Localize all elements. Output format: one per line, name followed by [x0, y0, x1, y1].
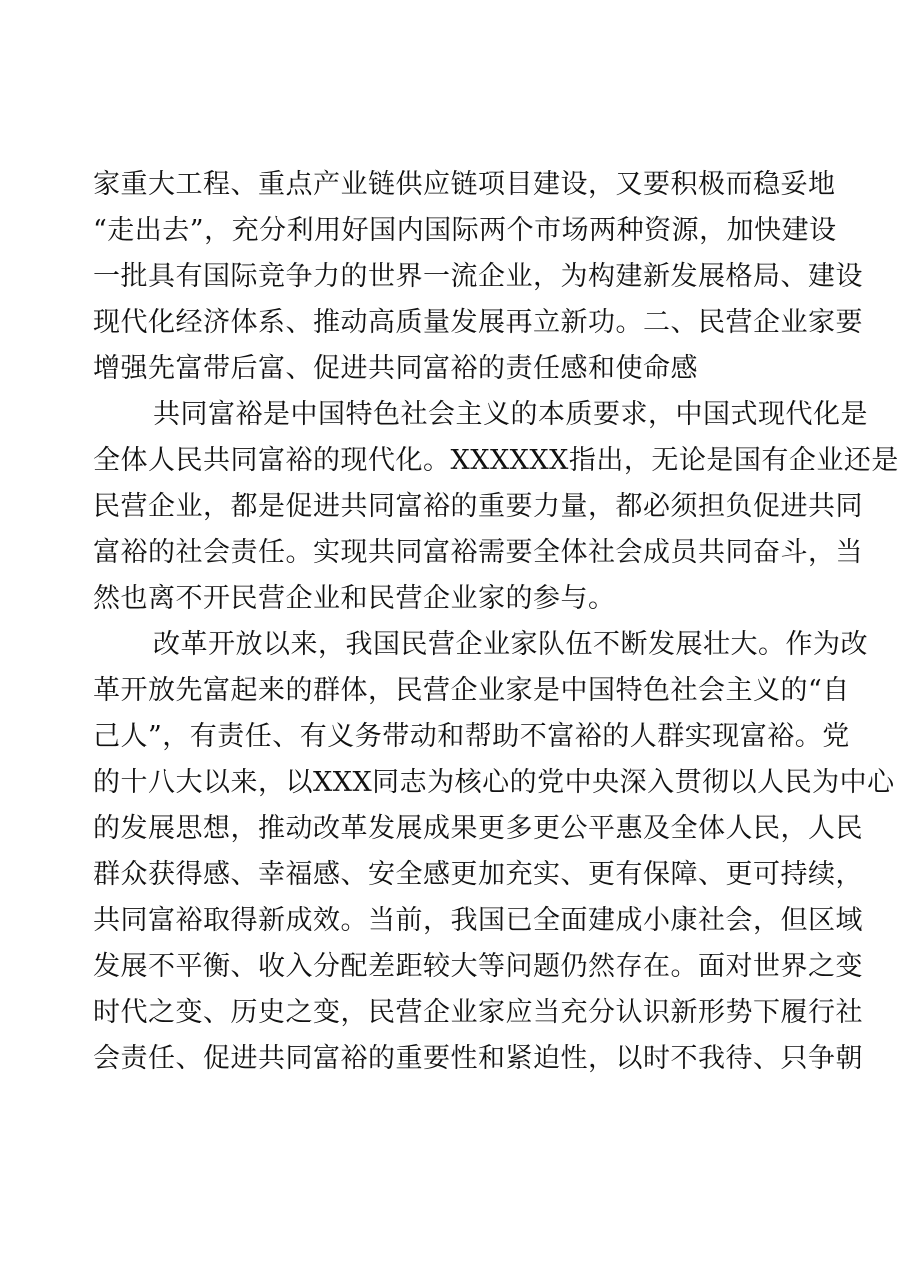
- text-line: 全体人民共同富裕的现代化。XXXXXX指出，无论是国有企业还是: [93, 445, 899, 476]
- text-line: 己人”，有责任、有义务带动和帮助不富裕的人群实现富裕。党: [93, 721, 850, 752]
- text-line: 的十八大以来，以XXX同志为核心的党中央深入贯彻以人民为中心: [93, 767, 895, 798]
- text-line: 然也离不开民营企业和民营企业家的参与。: [93, 583, 616, 614]
- text-line: 共同富裕取得新成效。当前，我国已全面建成小康社会，但区域: [93, 905, 863, 936]
- paragraph-first-line: 共同富裕是中国特色社会主义的本质要求，中国式现代化是: [153, 399, 868, 430]
- text-line: 群众获得感、幸福感、安全感更加充实、更有保障、更可持续，: [93, 859, 863, 890]
- paragraph-first-line: 改革开放以来，我国民营企业家队伍不断发展壮大。作为改: [153, 629, 868, 660]
- text-line: 发展不平衡、收入分配差距较大等问题仍然存在。面对世界之变: [93, 951, 863, 982]
- text-line: 时代之变、历史之变，民营企业家应当充分认识新形势下履行社: [93, 997, 863, 1028]
- text-line: 民营企业，都是促进共同富裕的重要力量，都必须担负促进共同: [93, 491, 863, 522]
- text-line: 家重大工程、重点产业链供应链项目建设，又要积极而稳妥地: [93, 169, 836, 200]
- text-line: 革开放先富起来的群体，民营企业家是中国特色社会主义的“自: [93, 675, 850, 706]
- text-line: “走出去”，充分利用好国内国际两个市场两种资源，加快建设: [93, 215, 837, 246]
- text-line: 会责任、促进共同富裕的重要性和紧迫性，以时不我待、只争朝: [93, 1043, 863, 1074]
- text-line: 现代化经济体系、推动高质量发展再立新功。二、民营企业家要: [93, 307, 863, 338]
- text-line: 富裕的社会责任。实现共同富裕需要全体社会成员共同奋斗，当: [93, 537, 863, 568]
- section-heading-line: 增强先富带后富、促进共同富裕的责任感和使命感: [93, 353, 698, 384]
- text-line: 一批具有国际竞争力的世界一流企业，为构建新发展格局、建设: [93, 261, 863, 292]
- text-line: 的发展思想，推动改革发展成果更多更公平惠及全体人民，人民: [93, 813, 863, 844]
